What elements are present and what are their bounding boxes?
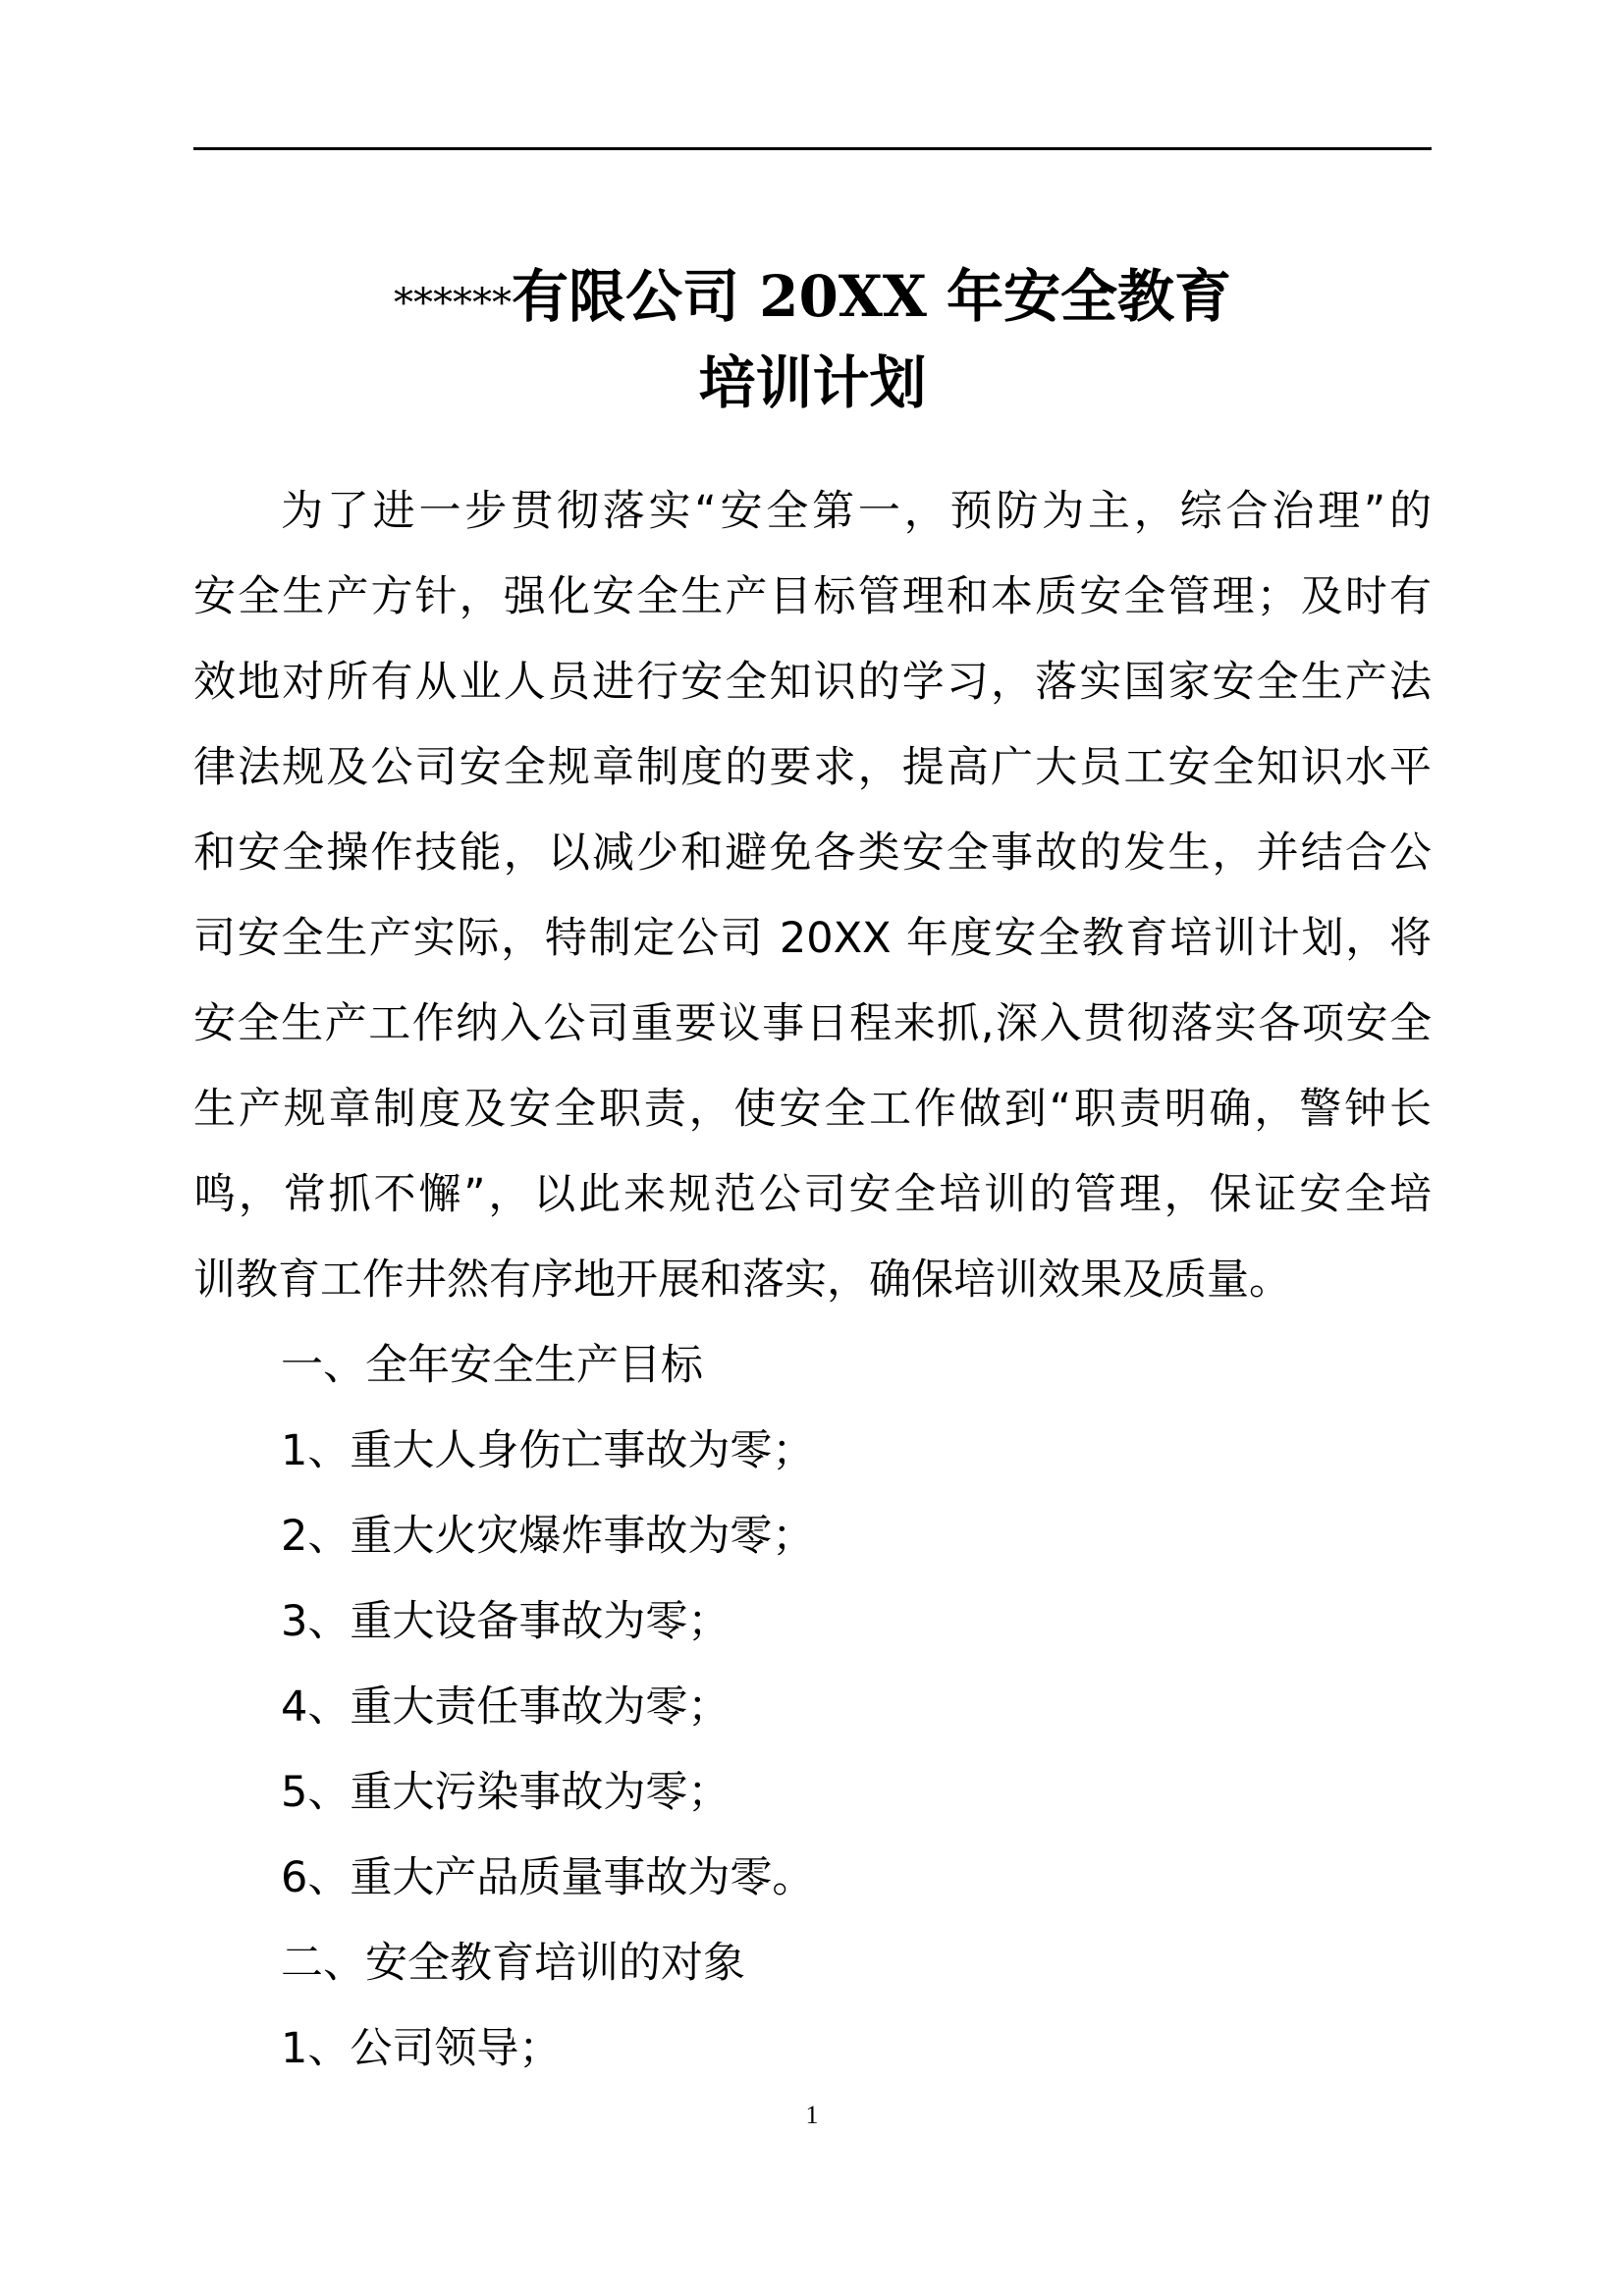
paragraph-line: 司安全生产实际，特制定公司 20XX 年度安全教育培训计划，将 xyxy=(193,914,1432,963)
paragraph-line: 鸣，常抓不懈”，以此来规范公司安全培训的管理，保证安全培 xyxy=(193,1170,1432,1219)
paragraph-line: 安全生产工作纳入公司重要议事日程来抓,深入贯彻落实各项安全 xyxy=(193,999,1432,1048)
page-number: 1 xyxy=(805,2101,819,2129)
paragraph-line: 安全生产方针，强化安全生产目标管理和本质安全管理；及时有 xyxy=(193,572,1432,621)
paragraph-line: 效地对所有从业人员进行安全知识的学习，落实国家安全生产法 xyxy=(193,658,1432,707)
list-item: 5、重大污染事故为零； xyxy=(281,1768,731,1817)
title-main: 有限公司 20XX 年安全教育 xyxy=(511,263,1232,330)
paragraph-line: 生产规章制度及安全职责，使安全工作做到“职责明确，警钟长 xyxy=(193,1085,1432,1134)
list-item: 4、重大责任事故为零； xyxy=(281,1682,731,1732)
header-rule xyxy=(193,147,1432,150)
list-item: 1、公司领导； xyxy=(281,2024,562,2073)
document-title-line2: 培训计划 xyxy=(698,349,927,416)
document-title-line1 xyxy=(193,253,1432,347)
paragraph-line: 律法规及公司安全规章制度的要求，提高广大员工安全知识水平 xyxy=(193,743,1432,792)
title-company-mask: ****** xyxy=(393,281,512,326)
section-heading: 一、全年安全生产目标 xyxy=(281,1341,703,1390)
paragraph-line: 和安全操作技能，以减少和避免各类安全事故的发生，并结合公 xyxy=(193,828,1432,878)
list-item: 2、重大火灾爆炸事故为零； xyxy=(281,1512,815,1561)
list-item: 6、重大产品质量事故为零。 xyxy=(281,1853,815,1902)
list-item: 1、重大人身伤亡事故为零； xyxy=(281,1426,815,1475)
section-heading: 二、安全教育培训的对象 xyxy=(281,1939,745,1988)
list-item: 3、重大设备事故为零； xyxy=(281,1597,731,1646)
paragraph-line: 为了进一步贯彻落实“安全第一，预防为主，综合治理”的 xyxy=(281,487,1432,536)
paragraph-line: 训教育工作井然有序地开展和落实，确保培训效果及质量。 xyxy=(193,1255,1291,1305)
